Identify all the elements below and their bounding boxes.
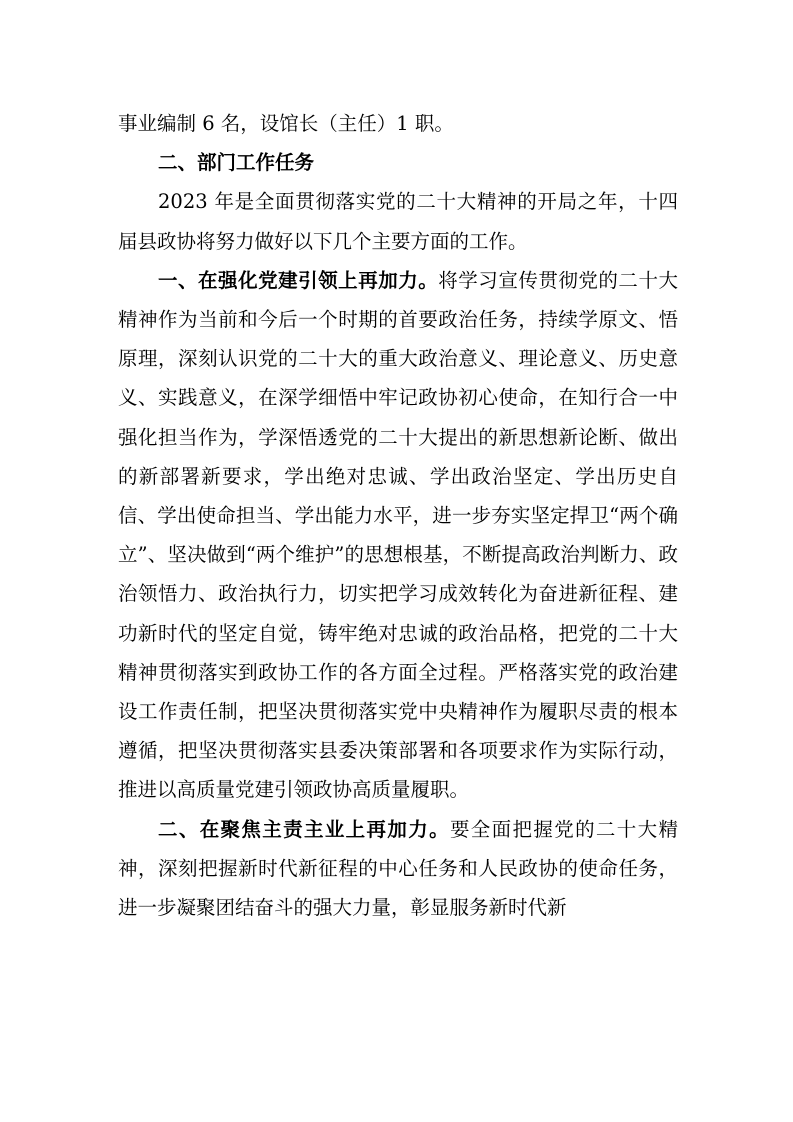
paragraph-item-2 — [118, 810, 678, 928]
paragraph-continuation: 事业编制 6 名，设馆长（主任）1 职。 — [118, 112, 454, 135]
item-2-heading: 二、在聚焦主责主业上再加力。 — [158, 817, 450, 841]
paragraph-intro: 2023 年是全面贯彻落实党的二十大精神的开局之年，十四届县政协将努力做好以下几个主要方面的工作。 — [118, 190, 678, 253]
paragraph-item-1 — [118, 261, 678, 810]
item-1-body: 将学习宣传贯彻党的二十大精神作为当前和今后一个时期的首要政治任务，持续学原文、悟原理，深刻认识党的二十大的重大政治意义、理论意义、历史意义、实践意义，在深学细悟中牢记政协初心使命，在知行合一中强化担当作为，学深悟透党的二十大提出的新思想新论断、做出的新部署新要求，学出绝对忠诚、学出政治坚定、学出历史自信、学出使命担当、学出能力水平，进一步夯实坚定捍卫“两个确立”、坚决做到“两个维护”的思想根基，不断提高政治判断力、政治领悟力、政治执行力，切实把学习成效转化为奋进新征程、建功新时代的坚定自觉，铸牢绝对忠诚的政治品格，把党的二十大精神贯彻落实到政协工作的各方面全过程。严格落实党的政治建设工作责任制，把坚决贯彻落实党中央精神作为履职尽责的根本遵循，把坚决贯彻落实县委决策部署和各项要求作为实际行动，推进以高质量党建引领政协高质量履职。 — [118, 268, 678, 802]
item-1-heading: 一、在强化党建引领上再加力。 — [158, 268, 439, 292]
document-page — [118, 104, 678, 927]
item-2-body: 要全面把握党的二十大精神，深刻把握新时代新征程的中心任务和人民政协的使命任务，进一步凝聚团结奋斗的强大力量，彰显服务新时代新 — [118, 817, 678, 920]
section-heading: 二、部门工作任务 — [158, 151, 315, 175]
